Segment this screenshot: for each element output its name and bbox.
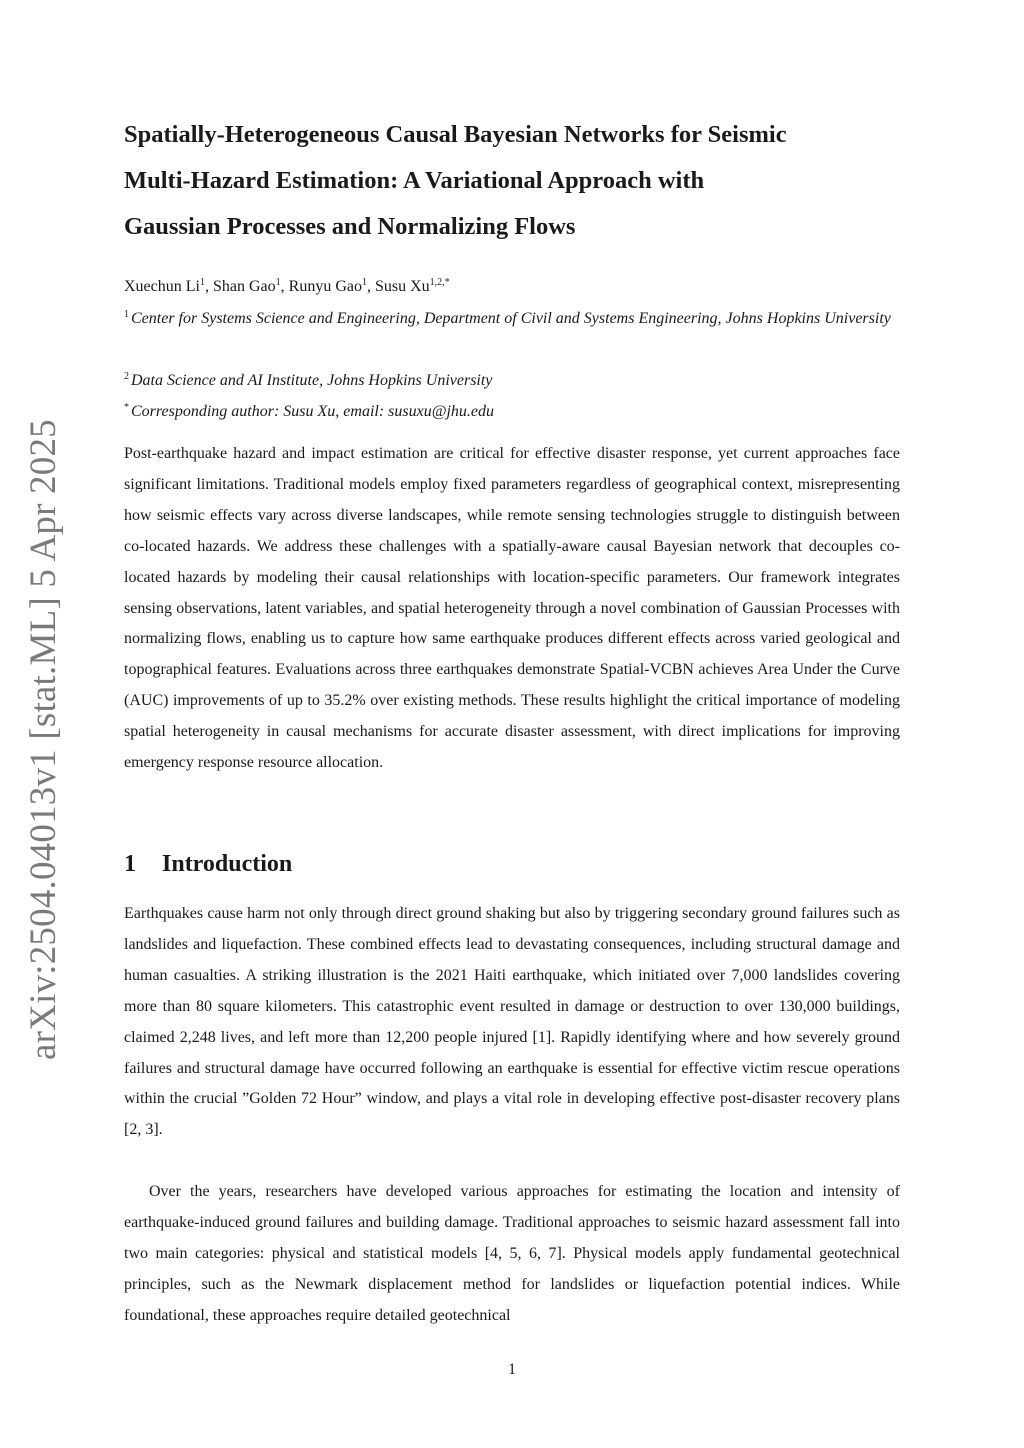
title-line-3: Gaussian Processes and Normalizing Flows [124,213,576,240]
author-list [124,268,450,302]
section-number: 1 [124,851,136,877]
author-affiliation-mark: 1,2,* [429,277,450,288]
author-name: Runyu Gao [288,278,362,295]
abstract: Post-earthquake hazard and impact estimation are critical for effective disaster response, yet current approaches face significant limitations. Traditional models employ fixed parameters regardless of geographical context, misrepresenting how seismic effects vary across diverse landscapes, while remote sensing technologies struggle to distinguish between co-located hazards. We address these challenges with a spatially-aware causal Bayesian network that decouples co-located hazards by modeling their causal relationships with location-specific parameters. Our framework integrates sensing observations, latent variables, and spatial heterogeneity through a novel combination of Gaussian Processes with normalizing flows, enabling us to capture how same earthquake produces different effects across varied geological and topographical features. Evaluations across three earthquakes demonstrate Spatial-VCBN achieves Area Under the Curve (AUC) improvements of up to 35.2% over existing methods. These results highlight the critical importance of modeling spatial heterogeneity in causal mechanisms for accurate disaster assessment, with direct implications for improving emergency response resource allocation. [124,445,900,772]
author-affiliation-mark: 1 [275,277,281,288]
author-separator: , [204,278,213,295]
page-number: 1 [508,1361,516,1378]
section-heading-introduction [124,844,292,884]
paper-title [124,112,924,250]
arxiv-identifier[interactable]: arXiv:2504.04013v1 [stat.ML] 5 Apr 2025 [23,419,64,1060]
paragraph-2: Over the years, researchers have developed various approaches for estimating the location and intensity of earthquake-induced ground failures and building damage. Traditional approaches to seismic hazard assessment fall into two main categories: physical and statistical models [4, 5, 6, 7]. Physical models apply fundamental geotechnical principles, such as the Newmark displacement method for landslides or liquefaction potential indices. While foundational, these approaches require detailed geotechnical [124,1183,900,1324]
corresponding-author [124,392,914,427]
section-title: Introduction [162,851,293,877]
author-affiliation-mark: 1 [361,277,367,288]
author-separator: , [280,278,289,295]
author-name: Susu Xu [374,278,430,295]
author-name: Xuechun Li [124,278,200,295]
affiliation-text: Data Science and AI Institute, Johns Hopkins University [131,372,493,389]
author-separator: , [366,278,375,295]
corresponding-author-text[interactable]: Corresponding author: Susu Xu, email: susuxu@jhu.edu [131,403,494,420]
affiliation-mark: * [124,402,129,413]
paragraph-1: Earthquakes cause harm not only through direct ground shaking but also by triggering secondary ground failures such as landslides and liquefaction. These combined effects lead to devastating consequences, including structural damage and human casualties. A striking illustration is the 2021 Haiti earthquake, which initiated over 7,000 landslides covering more than 80 square kilometers. This catastrophic event resulted in damage or destruction to over 130,000 buildings, claimed 2,248 lives, and left more than 12,200 people injured [1]. Rapidly identifying where and how severely ground failures and structural damage have occurred following an earthquake is essential for effective victim rescue operations within the crucial ”Golden 72 Hour” window, and plays a vital role in developing effective post-disaster recovery plans [2, 3]. [124,905,900,1139]
title-line-1: Spatially-Heterogeneous Causal Bayesian Networks for Seismic [124,121,787,148]
author-name: Shan Gao [212,278,276,295]
affiliation-mark: 1 [124,309,129,320]
affiliation-2 [124,361,914,396]
affiliation-mark: 2 [124,371,129,382]
affiliation-text: Center for Systems Science and Engineering, Department of Civil and Systems Engineering, Johns Hopkins University [131,310,891,327]
author-affiliation-mark: 1 [199,277,205,288]
affiliation-1 [124,299,914,334]
title-line-2: Multi-Hazard Estimation: A Variational Approach with [124,167,705,194]
